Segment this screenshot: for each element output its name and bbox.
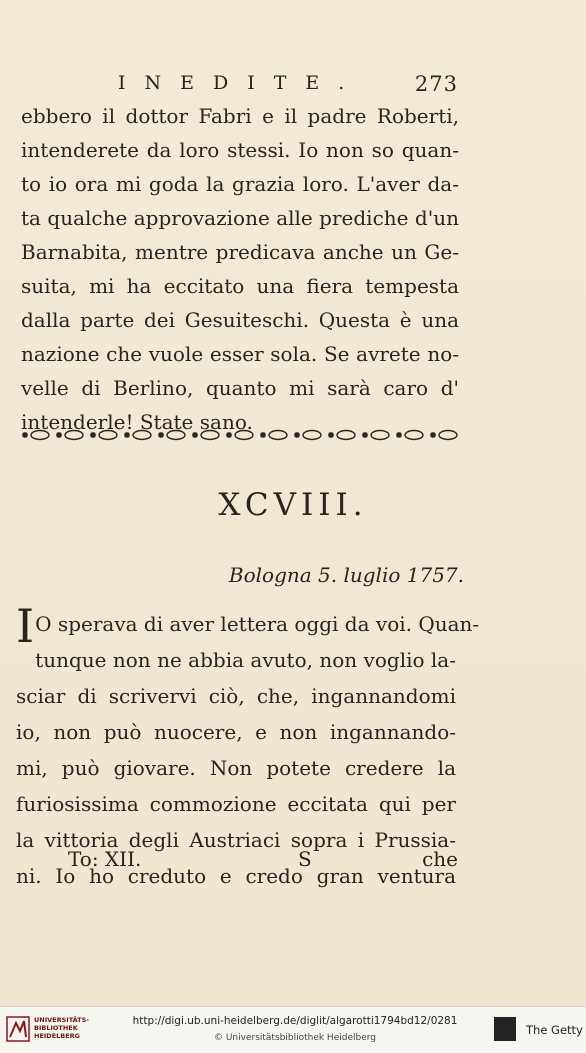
- text-line: nazione che vuole esser sola. Se avrete no-: [21, 342, 459, 366]
- library-name: [34, 1016, 114, 1040]
- text-line: dalla parte dei Gesuiteschi. Questa è una: [21, 308, 459, 332]
- text-line: velle di Berlino, quanto mi sarà caro d': [21, 376, 459, 400]
- partner-name: The Getty: [526, 1023, 583, 1037]
- copyright-text: © Universitätsbibliothek Heidelberg: [213, 1033, 376, 1043]
- library-name-line: UNIVERSITÄTS-: [34, 1016, 89, 1024]
- text-line: mi, può giovare. Non potete credere la: [16, 756, 456, 780]
- signature-mark: S: [298, 847, 312, 871]
- text-line: io, non può nuocere, e non ingannando-: [16, 720, 456, 744]
- text-line: intenderete da loro stessi. Io non so quan-: [21, 138, 459, 162]
- volume-mark: To: XII.: [68, 847, 142, 871]
- text-line: la vittoria degli Austriaci sopra i Prussia-: [16, 828, 456, 852]
- dateline: Bologna 5. luglio 1757.: [228, 563, 464, 587]
- page-number: 273: [414, 72, 458, 96]
- library-name-line: BIBLIOTHEK: [34, 1024, 78, 1032]
- text-line: suita, mi ha eccitato una fiera tempesta: [21, 274, 459, 298]
- text-line: sciar di scrivervi ciò, che, ingannandomi: [16, 684, 456, 708]
- text-line: O sperava di aver lettera oggi da voi. Quan-: [35, 612, 480, 636]
- text-line: tunque non ne abbia avuto, non voglio la-: [35, 648, 456, 672]
- getty-logo-icon: [494, 1017, 516, 1041]
- page-header: [118, 70, 458, 100]
- drop-cap: I: [16, 599, 35, 653]
- text-line: ni. Io ho creduto e credo gran ventura: [16, 864, 456, 888]
- permalink-url[interactable]: http://digi.ub.uni-heidelberg.de/diglit/algarotti1794bd12/0281: [132, 1015, 458, 1027]
- chapter-heading: XCVIII.: [218, 487, 368, 523]
- digitization-footer: [0, 1006, 586, 1053]
- text-line: Barnabita, mentre predicava anche un Ge-: [21, 240, 459, 264]
- text-line: intenderle! State sano.: [21, 410, 253, 434]
- text-line: ta qualche approvazione alle prediche d'un: [21, 206, 459, 230]
- signature-line: [68, 847, 458, 877]
- running-head: INEDITE.: [118, 72, 364, 94]
- university-library-logo-icon: [6, 1015, 30, 1043]
- paragraph-1: [21, 99, 459, 439]
- text-line: furiosissima commozione eccitata qui per: [16, 792, 456, 816]
- text-line: to io ora mi goda la grazia loro. L'aver da-: [21, 172, 459, 196]
- catchword: che: [422, 847, 458, 871]
- library-name-line: HEIDELBERG: [34, 1032, 81, 1040]
- ornamental-divider: [20, 426, 458, 444]
- text-line: ebbero il dottor Fabri e il padre Roberti,: [21, 104, 459, 128]
